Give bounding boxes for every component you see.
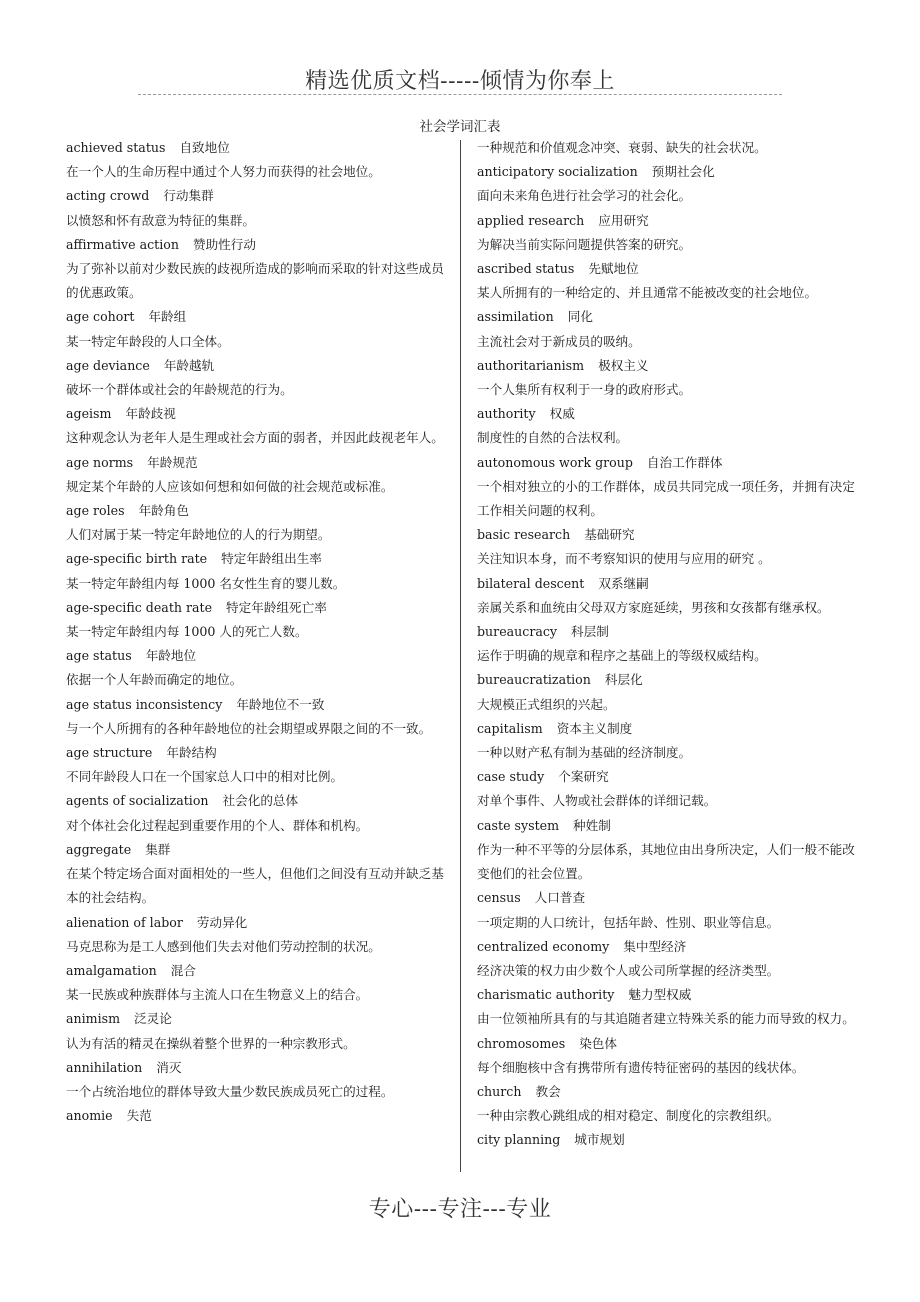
right-column <box>477 136 859 1153</box>
term-definition: 亲属关系和血统由父母双方家庭延续，男孩和女孩都有继承权。 <box>477 599 830 615</box>
term-chinese: 混合 <box>170 962 196 978</box>
glossary-term <box>477 257 859 281</box>
term-english: case study <box>477 769 545 785</box>
term-chinese: 极权主义 <box>598 357 649 373</box>
glossary-term <box>477 572 859 596</box>
term-chinese: 染色体 <box>579 1035 617 1051</box>
term-english: age structure <box>66 745 153 761</box>
term-chinese: 社会化的总体 <box>222 793 299 809</box>
term-english: city planning <box>477 1132 561 1148</box>
term-definition: 不同年龄段人口在一个国家总人口中的相对比例。 <box>66 769 344 785</box>
term-chinese: 科层制 <box>571 624 609 640</box>
term-english: animism <box>66 1011 121 1027</box>
term-english: applied research <box>477 212 585 228</box>
glossary-term <box>66 305 450 329</box>
term-chinese: 劳动异化 <box>196 914 248 930</box>
glossary-term <box>66 596 450 620</box>
term-chinese: 魅力型权威 <box>628 987 692 1003</box>
glossary-term <box>477 451 859 475</box>
term-definition: 认为有活的精灵在操纵着整个世界的一种宗教形式。 <box>66 1035 356 1051</box>
term-chinese: 先赋地位 <box>588 261 639 277</box>
term-english: age deviance <box>66 357 150 373</box>
term-english: autonomous work group <box>477 454 633 470</box>
term-chinese: 人口普查 <box>534 890 586 906</box>
term-definition: 某一特定年龄组内每 1000 人的死亡人数。 <box>66 624 308 640</box>
term-chinese: 个案研究 <box>558 769 609 785</box>
term-english: alienation of labor <box>66 914 183 930</box>
term-english: age roles <box>66 503 125 519</box>
term-english: age-specific birth rate <box>66 551 208 567</box>
term-chinese: 年龄规范 <box>147 454 198 470</box>
term-chinese: 双系继嗣 <box>598 575 649 591</box>
glossary-term <box>477 1032 859 1056</box>
term-definition: 一个相对独立的小的工作群体，成员共同完成一项任务，并拥有决定工作相关问题的权利。 <box>477 478 855 519</box>
term-chinese: 年龄角色 <box>138 503 189 519</box>
term-chinese: 权威 <box>549 406 575 422</box>
term-definition: 规定某个年龄的人应该如何想和如何做的社会规范或标准。 <box>66 478 394 494</box>
term-definition: 在一个人的生命历程中通过个人努力而获得的社会地位。 <box>66 164 381 180</box>
term-definition: 某一特定年龄段的人口全体。 <box>66 333 230 349</box>
glossary-term <box>477 209 859 233</box>
term-definition: 某一特定年龄组内每 1000 名女性生育的婴儿数。 <box>66 575 346 591</box>
term-chinese: 赞助性行动 <box>192 236 256 252</box>
document-title: 社会学词汇表 <box>419 119 501 135</box>
term-definition: 一种以财产私有制为基础的经济制度。 <box>477 745 692 761</box>
term-english: age-specific death rate <box>66 599 213 615</box>
term-definition: 对个体社会化过程起到重要作用的个人、群体和机构。 <box>66 817 369 833</box>
term-definition: 这种观念认为老年人是生理或社会方面的弱者，并因此歧视老年人。 <box>66 430 444 446</box>
term-english: anticipatory socialization <box>477 164 638 180</box>
term-english: basic research <box>477 527 571 543</box>
glossary-term <box>66 644 450 668</box>
glossary-term <box>66 233 450 257</box>
term-english: amalgamation <box>66 962 157 978</box>
term-english: bureaucratization <box>477 672 591 688</box>
term-definition: 一个人集所有权利于一身的政府形式。 <box>477 382 692 398</box>
glossary-term <box>477 1080 859 1104</box>
term-chinese: 集中型经济 <box>623 938 687 954</box>
term-chinese: 教会 <box>535 1083 561 1099</box>
term-english: affirmative action <box>66 236 179 252</box>
term-definition: 在某个特定场合面对面相处的一些人，但他们之间没有互动并缺乏基本的社会结构。 <box>66 866 444 906</box>
glossary-term <box>477 935 859 959</box>
term-definition: 为解决当前实际问题提供答案的研究。 <box>477 236 692 252</box>
term-english: ascribed status <box>477 261 575 277</box>
term-chinese: 年龄歧视 <box>125 406 176 422</box>
term-chinese: 泛灵论 <box>134 1011 172 1027</box>
term-english: caste system <box>477 817 560 833</box>
term-definition: 依据一个人年龄而确定的地位。 <box>66 672 243 688</box>
glossary-term <box>66 741 450 765</box>
term-definition: 某一民族或种族群体与主流人口在生物意义上的结合。 <box>66 987 369 1003</box>
header-divider <box>138 94 782 95</box>
glossary-term <box>66 1007 450 1031</box>
glossary-term <box>66 838 450 862</box>
term-english: anomie <box>66 1108 113 1124</box>
glossary-term <box>66 1104 450 1128</box>
term-definition: 与一个人所拥有的各种年龄地位的社会期望或界限之间的不一致。 <box>66 720 432 736</box>
term-english: achieved status <box>66 140 166 155</box>
term-definition: 以愤怒和怀有敌意为特征的集群。 <box>66 212 255 228</box>
term-chinese: 城市规划 <box>574 1132 625 1148</box>
term-definition: 大规模正式组织的兴起。 <box>477 696 616 712</box>
glossary-term <box>66 959 450 983</box>
term-definition: 人们对属于某一特定年龄地位的人的行为期望。 <box>66 527 331 543</box>
glossary-term <box>477 668 859 692</box>
glossary-term <box>477 1128 859 1152</box>
glossary-term <box>477 305 859 329</box>
glossary-term <box>66 354 450 378</box>
term-english: bilateral descent <box>477 575 585 591</box>
glossary-term <box>477 402 859 426</box>
glossary-term <box>66 547 450 571</box>
term-definition: 经济决策的权力由少数个人或公司所掌握的经济类型。 <box>477 962 780 978</box>
glossary-term <box>66 911 450 935</box>
term-english: age status inconsistency <box>66 696 223 712</box>
term-chinese: 同化 <box>567 309 593 325</box>
glossary-term <box>66 499 450 523</box>
term-chinese: 年龄越轨 <box>163 357 215 373</box>
term-definition: 一项定期的人口统计，包括年龄、性别、职业等信息。 <box>477 914 780 930</box>
term-english: agents of socialization <box>66 793 209 809</box>
term-english: chromosomes <box>477 1035 566 1051</box>
glossary-term <box>66 1056 450 1080</box>
term-definition: 作为一种不平等的分层体系，其地位由出身所决定，人们一般不能改变他们的社会位置。 <box>477 841 855 882</box>
term-english: charismatic authority <box>477 987 615 1003</box>
term-definition: 主流社会对于新成员的吸纳。 <box>477 333 641 349</box>
glossary-term <box>66 693 450 717</box>
term-english: aggregate <box>66 841 132 857</box>
term-definition: 关注知识本身，而不考察知识的使用与应用的研究 。 <box>477 551 771 567</box>
glossary-term <box>477 765 859 789</box>
term-definition: 由一位领袖所具有的与其追随者建立特殊关系的能力而导致的权力。 <box>477 1011 855 1027</box>
term-definition: 对单个事件、人物或社会群体的详细记载。 <box>477 793 717 809</box>
page-footer: 专心---专注---专业 <box>368 1197 552 1222</box>
term-chinese: 消灭 <box>156 1059 182 1075</box>
term-chinese: 特定年龄组出生率 <box>221 551 322 567</box>
term-chinese: 失范 <box>126 1108 152 1124</box>
term-definition: 每个细胞核中含有携带所有遗传特征密码的基因的线状体。 <box>477 1059 805 1075</box>
term-definition: 为了弥补以前对少数民族的歧视所造成的影响而采取的针对这些成员的优惠政策。 <box>66 261 444 301</box>
term-definition: 一种规范和价值观念冲突、衰弱、缺失的社会状况。 <box>477 140 767 155</box>
term-chinese: 自致地位 <box>179 140 230 155</box>
term-english: age status <box>66 648 132 664</box>
term-english: authoritarianism <box>477 357 585 373</box>
term-chinese: 基础研究 <box>584 527 635 543</box>
term-chinese: 年龄组 <box>148 309 187 325</box>
glossary-term <box>477 620 859 644</box>
term-chinese: 行动集群 <box>163 188 214 204</box>
term-chinese: 年龄地位不一致 <box>236 696 325 712</box>
term-definition: 面向未来角色进行社会学习的社会化。 <box>477 188 692 204</box>
glossary-term <box>66 136 450 160</box>
glossary-term <box>66 789 450 813</box>
left-column <box>66 136 450 1128</box>
glossary-term <box>477 354 859 378</box>
term-chinese: 资本主义制度 <box>556 720 633 736</box>
glossary-term <box>477 814 859 838</box>
term-definition: 某人所拥有的一种给定的、并且通常不能被改变的社会地位。 <box>477 285 818 301</box>
glossary-term <box>66 402 450 426</box>
term-english: authority <box>477 406 536 422</box>
term-chinese: 科层化 <box>604 672 643 688</box>
term-chinese: 自治工作群体 <box>646 454 723 470</box>
term-english: age norms <box>66 454 134 470</box>
term-chinese: 特定年龄组死亡率 <box>226 599 327 615</box>
term-english: church <box>477 1083 522 1099</box>
term-english: age cohort <box>66 309 135 325</box>
term-english: centralized economy <box>477 938 610 954</box>
term-english: assimilation <box>477 309 554 325</box>
glossary-term <box>66 451 450 475</box>
term-chinese: 种姓制 <box>573 817 611 833</box>
glossary-term <box>477 160 859 184</box>
term-definition: 马克思称为是工人感到他们失去对他们劳动控制的状况。 <box>66 938 381 954</box>
term-english: capitalism <box>477 720 543 736</box>
glossary-term <box>477 523 859 547</box>
glossary-term <box>477 983 859 1007</box>
glossary-term <box>477 717 859 741</box>
term-english: acting crowd <box>66 188 150 204</box>
term-definition: 破坏一个群体或社会的年龄规范的行为。 <box>66 382 293 398</box>
term-chinese: 集群 <box>145 841 171 857</box>
term-english: annihilation <box>66 1059 143 1075</box>
glossary-term <box>66 184 450 208</box>
term-definition: 制度性的自然的合法权利。 <box>477 430 629 446</box>
term-chinese: 年龄结构 <box>166 745 217 761</box>
term-definition: 一种由宗教心跳组成的相对稳定、制度化的宗教组织。 <box>477 1108 780 1124</box>
column-divider <box>460 140 461 1172</box>
term-english: bureaucracy <box>477 624 558 640</box>
term-definition: 运作于明确的规章和程序之基础上的等级权威结构。 <box>477 648 767 664</box>
glossary-term <box>477 886 859 910</box>
term-chinese: 年龄地位 <box>145 648 197 664</box>
term-chinese: 应用研究 <box>598 212 649 228</box>
term-english: census <box>477 890 521 906</box>
page-header-title: 精选优质文档-----倾情为你奉上 <box>305 69 615 94</box>
term-english: ageism <box>66 406 112 422</box>
term-chinese: 预期社会化 <box>651 164 715 180</box>
term-definition: 一个占统治地位的群体导致大量少数民族成员死亡的过程。 <box>66 1083 394 1099</box>
